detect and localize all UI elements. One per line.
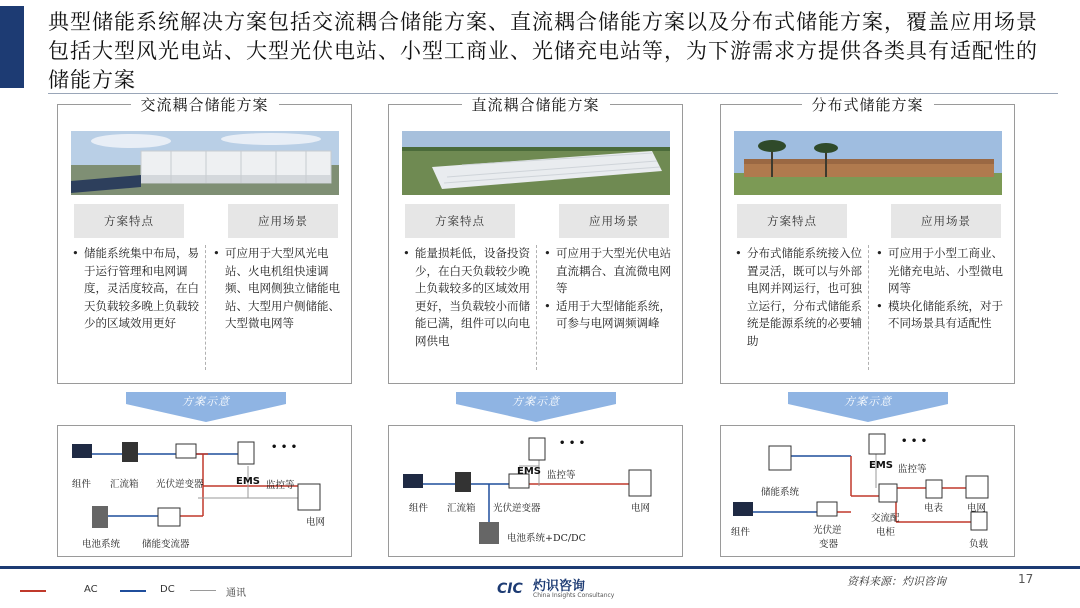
combiner-box-icon <box>455 472 471 492</box>
pv-inverter-label-2: 变器 <box>819 539 839 550</box>
ac-plant-photo <box>71 131 339 195</box>
solar-panel-icon <box>733 502 753 516</box>
storage-icon <box>769 446 791 470</box>
inverter-icon <box>817 502 837 516</box>
dots: • • • <box>271 442 298 453</box>
ems-icon <box>869 434 885 454</box>
dots: • • • <box>559 438 586 449</box>
pv-inverter-label: 光伏逆变器 <box>493 503 541 514</box>
feature-list <box>733 245 865 350</box>
list-item: • 可应用于小型工商业、光储充电站、小型微电网等 <box>874 245 1006 298</box>
comm-legend-line <box>190 590 216 591</box>
panel-title: 分布式储能方案 <box>801 94 933 115</box>
grid-label: 电网 <box>306 517 326 528</box>
dots: • • • <box>901 436 928 447</box>
ac-cabinet-icon <box>879 484 897 502</box>
feature-list <box>70 245 202 333</box>
scenario-header: 应用场景 <box>559 204 669 238</box>
module-label: 组件 <box>72 479 92 490</box>
dc-plant-photo <box>402 131 670 195</box>
inverter-icon <box>176 444 196 458</box>
source-note: 资料来源：灼识咨询 <box>847 575 946 588</box>
dc-legend-line <box>120 590 146 592</box>
power-tower-icon <box>298 484 320 510</box>
grid-label: 电网 <box>631 503 651 514</box>
module-label: 组件 <box>731 527 751 538</box>
battery-label: 电池系统+DC/DC <box>507 533 586 544</box>
arrow-label: 方案示意 <box>182 395 230 408</box>
title-accent-bar <box>0 6 24 88</box>
distributed-diagram <box>720 425 1015 557</box>
battery-icon <box>92 506 108 528</box>
ac-legend-label: AC <box>84 584 98 595</box>
distributed-photo <box>734 131 1002 195</box>
scenario-list <box>874 245 1006 333</box>
pv-inverter-label: 光伏逆 <box>813 525 842 536</box>
column-divider <box>536 245 537 370</box>
ems-label: EMS <box>869 460 893 471</box>
list-item: • 模块化储能系统，对于不同场景具有适配性 <box>874 298 1006 333</box>
solar-panel-icon <box>72 444 92 458</box>
page-number: 17 <box>1018 572 1034 586</box>
grid-label: 电网 <box>967 503 987 514</box>
list-item: • 可应用于大型光伏电站直流耦合、直流微电网等 <box>542 245 674 298</box>
ems-icon <box>238 442 254 464</box>
scenario-header: 应用场景 <box>228 204 338 238</box>
company-logo <box>495 573 531 605</box>
feature-list <box>401 245 533 350</box>
list-item: • 能量损耗低，设备投资少，在白天负载较少晚上负载较多的区域效用更好，当负载较小而储能已满，组件可以向电网供电 <box>401 245 533 350</box>
monitor-label: 监控等 <box>898 464 927 475</box>
pcs-icon <box>158 508 180 526</box>
comm-legend-label: 通讯 <box>226 588 246 599</box>
combiner-label: 汇流箱 <box>110 479 139 490</box>
battery-label: 电池系统 <box>82 539 121 550</box>
list-item: • 适用于大型储能系统，可参与电网调频调峰 <box>542 298 674 333</box>
panel-dc-coupled <box>388 96 683 384</box>
logo-mark: CIC <box>497 581 523 597</box>
ac-cabinet-label-2: 电柜 <box>876 527 896 538</box>
logo-subtext: China Insights Consultancy <box>533 592 615 599</box>
arrow-label: 方案示意 <box>844 395 892 408</box>
ems-icon <box>529 438 545 460</box>
column-divider <box>205 245 206 370</box>
monitor-label: 监控等 <box>266 480 295 491</box>
footer-rule <box>0 566 1080 569</box>
ac-diagram <box>57 425 352 557</box>
power-tower-icon <box>629 470 651 496</box>
arrow-label: 方案示意 <box>512 395 560 408</box>
ems-label: EMS <box>517 466 541 477</box>
feature-header: 方案特点 <box>405 204 515 238</box>
combiner-label: 汇流箱 <box>447 503 476 514</box>
panel-title: 直流耦合储能方案 <box>461 94 609 115</box>
dc-diagram <box>388 425 683 557</box>
panel-distributed <box>720 96 1015 384</box>
feature-header: 方案特点 <box>737 204 847 238</box>
storage-label: 储能系统 <box>761 487 800 498</box>
load-icon <box>971 512 987 530</box>
ems-label: EMS <box>236 476 260 487</box>
combiner-box-icon <box>122 442 138 462</box>
power-tower-icon <box>966 476 988 498</box>
pcs-label: 储能变流器 <box>142 539 190 550</box>
list-item: • 可应用于大型风光电站、火电机组快速调频、电网侧独立储能电站、大型用户侧储能、大型微电网等 <box>211 245 343 333</box>
feature-header: 方案特点 <box>74 204 184 238</box>
meter-icon <box>926 480 942 498</box>
dc-legend-label: DC <box>160 584 175 595</box>
panel-ac-coupled <box>57 96 352 384</box>
page-title: 典型储能系统解决方案包括交流耦合储能方案、直流耦合储能方案以及分布式储能方案，覆盖应用场景包括大型风光电站、大型光伏电站、小型工商业、光储充电站等，为下游需求方提供各类具有适配性的储能方案 <box>48 10 1038 92</box>
list-item: • 储能系统集中布局，易于运行管理和电网调度，灵活度较高，在白天负载较多晚上负载较少的区域效用更好 <box>70 245 202 333</box>
monitor-label: 监控等 <box>547 470 576 481</box>
battery-icon <box>479 522 499 544</box>
scenario-header: 应用场景 <box>891 204 1001 238</box>
scenario-list <box>542 245 674 333</box>
load-label: 负载 <box>969 539 989 550</box>
list-item: • 分布式储能系统接入位置灵活，既可以与外部电网并网运行，也可独立运行，分布式储能系统是能源系统的必要辅助 <box>733 245 865 350</box>
ac-legend-line <box>20 590 46 592</box>
scenario-list <box>211 245 343 333</box>
column-divider <box>868 245 869 370</box>
solar-panel-icon <box>403 474 423 488</box>
panel-title: 交流耦合储能方案 <box>130 94 278 115</box>
logo-text: 灼识咨询 <box>533 579 586 594</box>
meter-label: 电表 <box>924 503 944 514</box>
pv-inverter-label: 光伏逆变器 <box>156 479 204 490</box>
module-label: 组件 <box>409 503 429 514</box>
ac-cabinet-label: 交流配 <box>871 513 900 524</box>
